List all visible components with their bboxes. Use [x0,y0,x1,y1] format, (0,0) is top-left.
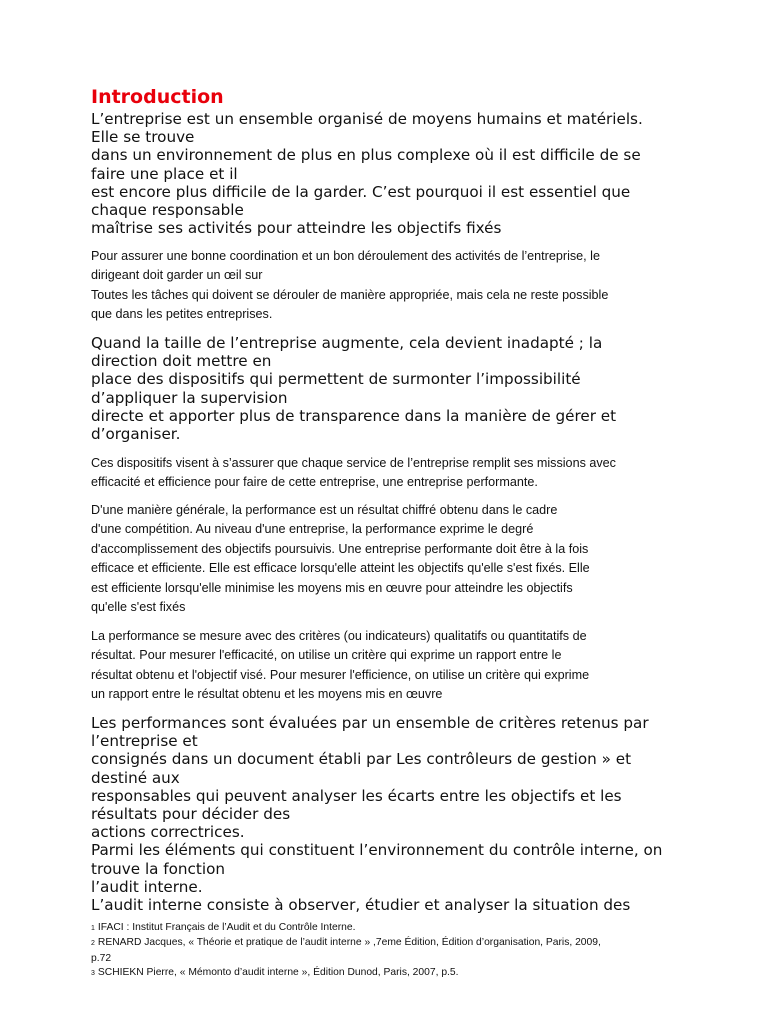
footnote [91,936,601,951]
text-line: que dans les petites entreprises. [91,307,273,322]
paragraph-dispositifs [91,454,616,493]
text-line: direction doit mettre en [91,352,272,371]
text-line: D'une manière générale, la performance est un résultat chiffré obtenu dans le cadre [91,503,558,517]
paragraph-performance-mesure [91,627,589,705]
text-line: Pour assurer une bonne coordination et un bon déroulement des activités de l’entreprise, le [91,249,600,263]
text-line: Toutes les tâches qui doivent se dérouler de manière appropriée, mais cela ne reste possible [91,287,609,302]
text-line: actions correctrices. [91,823,245,842]
footnotes [91,921,601,981]
text-line: destiné aux [91,768,180,787]
text-line: efficacité et efficience pour faire de cette entreprise, une entreprise performante. [91,475,538,490]
text-line: résultat. Pour mesurer l'efficacité, on utilise un critère qui exprime un rapport entre le [91,648,562,663]
paragraph-performance-definition [91,501,590,617]
paragraph-evaluation-audit [91,714,662,914]
text-line: d’appliquer la supervision [91,388,288,407]
text-line: chaque responsable [91,201,244,220]
text-line: consignés dans un document établi par Les contrôleurs de gestion » et [91,750,632,769]
text-line: un rapport entre le résultat obtenu et les moyens mis en œuvre [91,687,443,702]
paragraph-entreprise [91,110,643,237]
footnote-number: 1 [91,925,95,932]
text-line: place des dispositifs qui permettent de surmonter l’impossibilité [91,370,581,389]
text-line: Les performances sont évaluées par un ensemble de critères retenus par [91,714,649,732]
text-line: dirigeant doit garder un œil sur [91,268,263,283]
text-line: Ces dispositifs visent à s’assurer que chaque service de l’entreprise remplit ses missions avec [91,456,616,470]
footnote-text: SCHIEKN Pierre, « Mémonto d’audit interne », Édition Dunod, Paris, 2007, p.5. [97,966,459,978]
text-line: est efficiente lorsqu'elle minimise les moyens mis en œuvre pour atteindre les objectifs [91,580,573,595]
text-line: efficace et efficiente. Elle est efficace lorsqu'elle atteint les objectifs qu'elle s'est fixés. Elle [91,561,590,576]
paragraph-taille-entreprise [91,334,616,443]
text-line: L’audit interne consiste à observer, étudier et analyser la situation des [91,896,631,915]
page-title: Introduction [91,86,224,108]
footnote-text: p.72 [91,952,112,964]
text-line: L’entreprise est un ensemble organisé de moyens humains et matériels. [91,110,643,128]
text-line: maîtrise ses activités pour atteindre les objectifs fixés [91,219,502,238]
text-line: dans un environnement de plus en plus complexe où il est difficile de se [91,146,641,165]
text-line: Quand la taille de l’entreprise augmente, cela devient inadapté ; la [91,334,603,352]
footnote-text: RENARD Jacques, « Théorie et pratique de l’audit interne » ,7eme Édition, Édition d’organisation, Paris, 2009, [97,937,601,949]
text-line: d'une compétition. Au niveau d'une entreprise, la performance exprime le degré [91,522,534,537]
text-line: faire une place et il [91,164,238,183]
text-line: l’audit interne. [91,877,203,896]
text-line: l’entreprise et [91,732,198,751]
text-line: Parmi les éléments qui constituent l’environnement du contrôle interne, on [91,841,663,860]
text-line: d'accomplissement des objectifs poursuivis. Une entreprise performante doit être à la fois [91,541,589,556]
paragraph-coordination [91,247,608,325]
footnote-number: 3 [91,969,95,977]
footnote-number: 2 [91,940,95,948]
text-line: est encore plus difficile de la garder. C’est pourquoi il est essentiel que [91,182,631,201]
text-line: qu'elle s'est fixés [91,600,186,615]
text-line: Elle se trouve [91,128,195,147]
footnote [91,966,601,981]
text-line: trouve la fonction [91,859,226,878]
text-line: responsables qui peuvent analyser les écarts entre les objectifs et les [91,786,622,805]
footnote [91,921,601,936]
text-line: résultats pour décider des [91,805,291,824]
text-line: La performance se mesure avec des critères (ou indicateurs) qualitatifs ou quantitatifs de [91,629,587,643]
text-line: résultat obtenu et l'objectif visé. Pour mesurer l'efficience, on utilise un critère qui exprime [91,667,590,682]
text-line: d’organiser. [91,425,181,444]
footnote [91,952,601,966]
footnote-text: IFACI : Institut Français de l’Audit et du Contrôle Interne. [97,922,356,933]
text-line: directe et apporter plus de transparence dans la manière de gérer et [91,406,617,425]
